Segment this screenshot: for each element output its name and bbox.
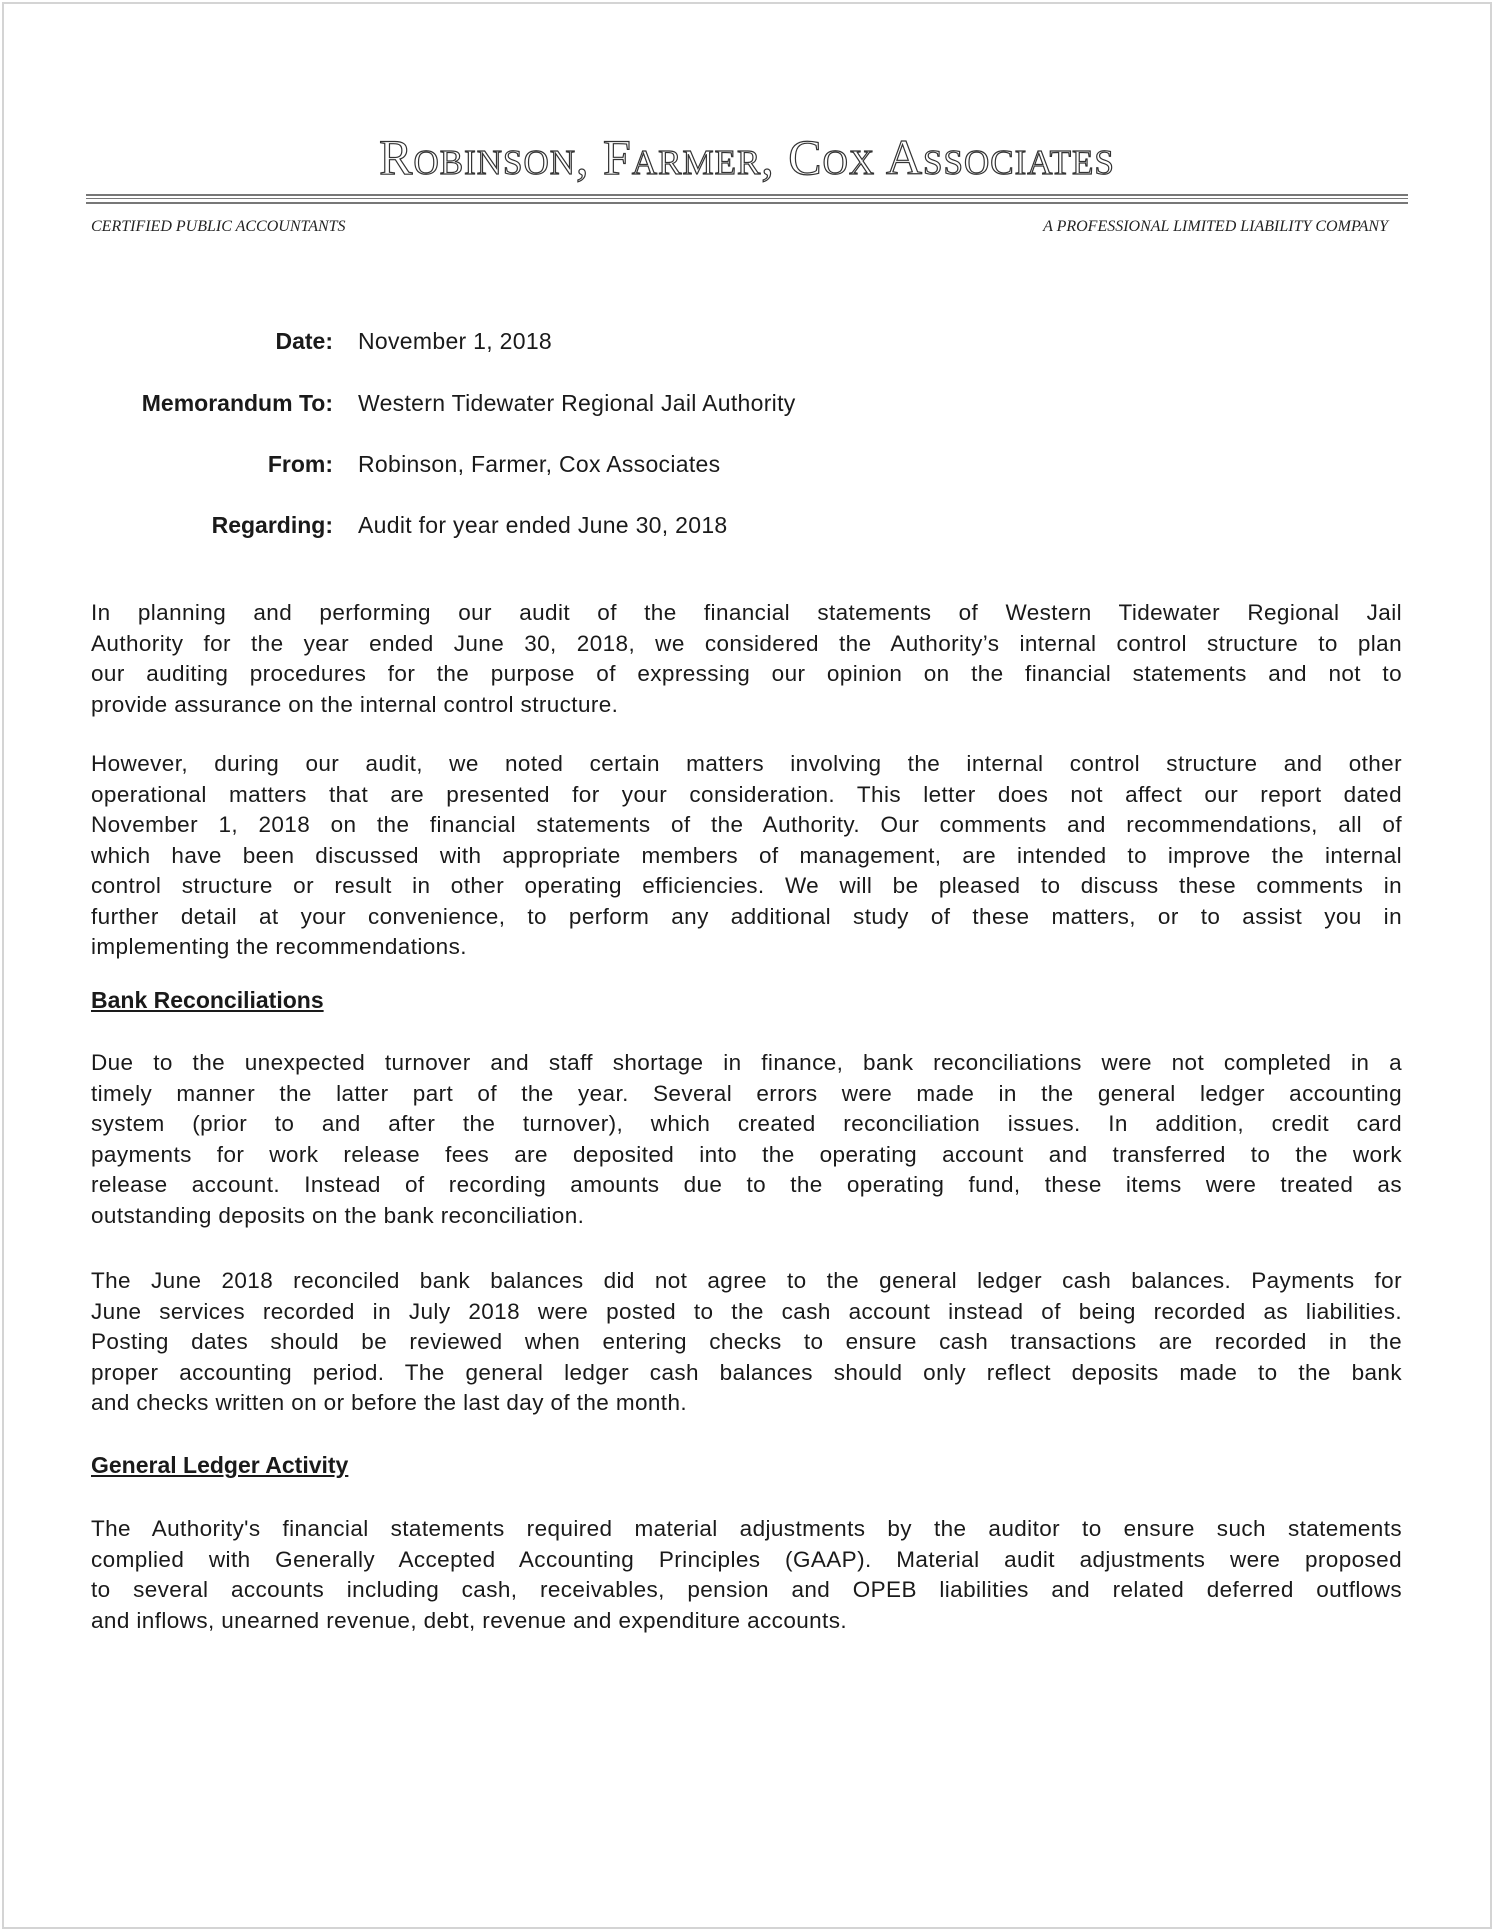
- memo-value: Robinson, Farmer, Cox Associates: [358, 451, 721, 477]
- memo-label: From:: [267, 451, 333, 477]
- text-line: In planning and performing our audit of the financial statements of Western Tidewater Regional Jail: [91, 600, 1402, 625]
- heading-general-ledger-activity: General Ledger Activity: [91, 1452, 349, 1478]
- text-line: outstanding deposits on the bank reconciliation.: [91, 1202, 585, 1228]
- text-line: and checks written on or before the last day of the month.: [91, 1390, 688, 1415]
- text-line: system (prior to and after the turnover), which created reconciliation issues. In addition, credit card: [91, 1111, 1402, 1136]
- letterhead-rule: [86, 198, 1408, 199]
- text-line: operational matters that are presented for your consideration. This letter does not affect our report dated: [91, 781, 1402, 807]
- paragraph-bank-reconciliations: [91, 1048, 1402, 1231]
- text-line: release account. Instead of recording amounts due to the operating fund, these items were treated as: [91, 1172, 1402, 1197]
- letterhead-rule: [86, 194, 1408, 196]
- text-line: which have been discussed with appropriate members of management, are intended to improve the internal: [91, 842, 1402, 868]
- text-line: timely manner the latter part of the year. Several errors were made in the general ledger accounting: [91, 1080, 1402, 1106]
- text-line: However, during our audit, we noted certain matters involving the internal control structure and other: [91, 751, 1402, 776]
- text-line: Due to the unexpected turnover and staff shortage in finance, bank reconciliations were not completed in a: [91, 1050, 1402, 1075]
- memo-label: Date:: [275, 328, 333, 354]
- paragraph-intro: [91, 598, 1402, 720]
- paragraph-general-ledger: [91, 1514, 1402, 1636]
- page-border: [2, 2, 1492, 1929]
- memo-value: November 1, 2018: [358, 328, 553, 354]
- memo-value: Audit for year ended June 30, 2018: [358, 512, 728, 538]
- memo-label: Regarding:: [211, 512, 333, 538]
- paragraph-matters: [91, 749, 1402, 963]
- text-line: Authority for the year ended June 30, 2018, we considered the Authority’s internal control structure to plan: [91, 630, 1402, 656]
- text-line: complied with Generally Accepted Accounting Principles (GAAP). Material audit adjustments were proposed: [91, 1546, 1402, 1572]
- text-line: our auditing procedures for the purpose of expressing our opinion on the financial statements and not to: [91, 661, 1402, 686]
- text-line: The Authority's financial statements required material adjustments by the auditor to ensure such statements: [91, 1516, 1402, 1541]
- text-line: provide assurance on the internal control structure.: [91, 691, 619, 717]
- memo-from-row: [0, 451, 1494, 481]
- text-line: control structure or result in other operating efficiencies. We will be pleased to discuss these comments in: [91, 873, 1402, 898]
- memo-to-row: [0, 390, 1494, 420]
- text-line: June services recorded in July 2018 were posted to the cash account instead of being recorded as liabilities.: [91, 1298, 1402, 1324]
- memo-value: Western Tidewater Regional Jail Authority: [358, 390, 796, 416]
- text-line: further detail at your convenience, to perform any additional study of these matters, or to assist you in: [91, 903, 1402, 929]
- text-line: payments for work release fees are deposited into the operating account and transferred to the work: [91, 1141, 1402, 1167]
- text-line: Posting dates should be reviewed when entering checks to ensure cash transactions are recorded in the: [91, 1329, 1402, 1354]
- memo-regarding-row: [0, 512, 1494, 542]
- right-tagline: A PROFESSIONAL LIMITED LIABILITY COMPANY: [1043, 218, 1388, 235]
- firm-name-letterhead: Robinson, Farmer, Cox Associates: [379, 129, 1115, 185]
- text-line: The June 2018 reconciled bank balances did not agree to the general ledger cash balances. Payments for: [91, 1268, 1402, 1293]
- heading-bank-reconciliations: Bank Reconciliations: [91, 987, 324, 1013]
- text-line: and inflows, unearned revenue, debt, revenue and expenditure accounts.: [91, 1607, 848, 1633]
- memo-date-row: [0, 328, 1494, 358]
- text-line: proper accounting period. The general ledger cash balances should only reflect deposits made to the bank: [91, 1359, 1402, 1385]
- paragraph-bank-balances: [91, 1266, 1402, 1419]
- text-line: implementing the recommendations.: [91, 934, 467, 959]
- text-line: November 1, 2018 on the financial statements of the Authority. Our comments and recommendations, all of: [91, 812, 1402, 837]
- memo-label: Memorandum To:: [141, 390, 333, 416]
- left-tagline: CERTIFIED PUBLIC ACCOUNTANTS: [91, 218, 346, 235]
- text-line: to several accounts including cash, receivables, pension and OPEB liabilities and related deferred outflows: [91, 1577, 1402, 1602]
- letterhead-rule: [86, 202, 1408, 204]
